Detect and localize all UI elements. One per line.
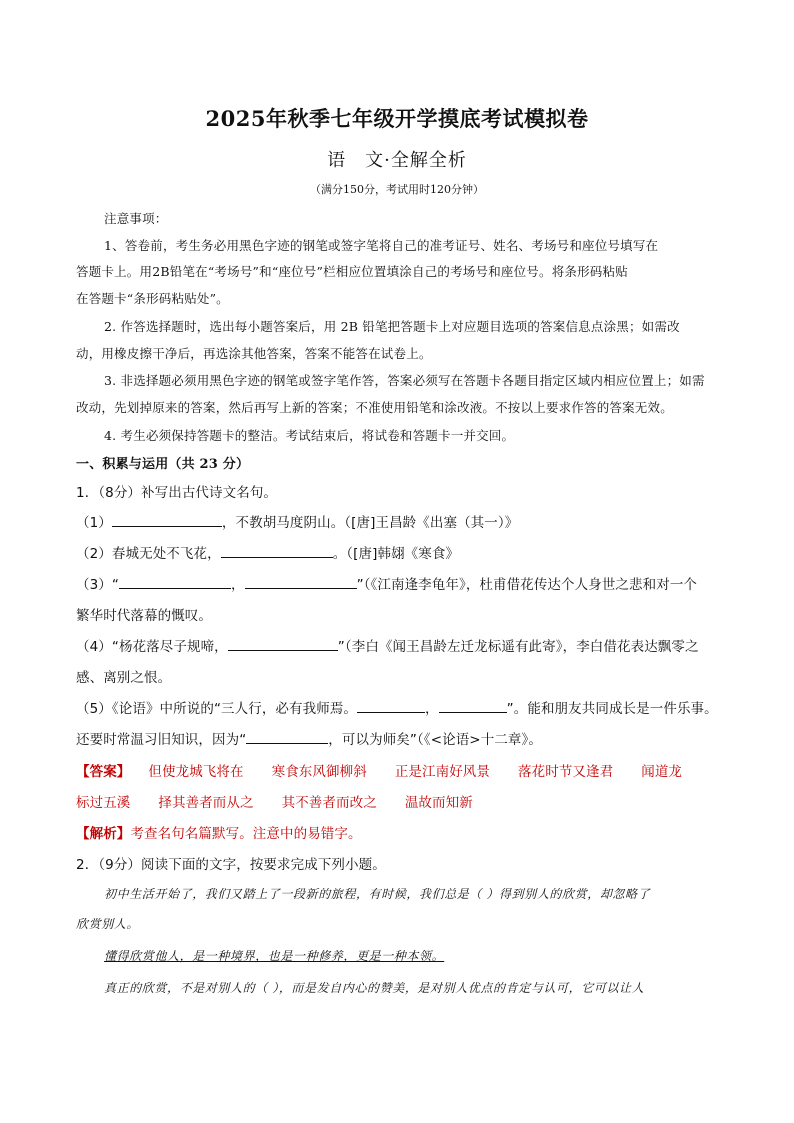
q2-para2: 懂得欣赏他人，是一种境界，也是一种修养，更是一种本领。 xyxy=(104,949,445,963)
q1-part5-rest: ”。能和朋友共同成长是一件乐事。 xyxy=(506,701,718,717)
q1-part5-comma: ， xyxy=(425,701,439,717)
q1-part3-open: （3）“ xyxy=(76,577,119,593)
q2-para1-line2: 欣赏别人。 xyxy=(76,917,140,931)
exam-subject: 语 文·全解全析 xyxy=(327,150,467,171)
q1-part4 xyxy=(76,635,699,655)
q1-analysis xyxy=(76,822,362,842)
analysis-label: 【解析】 xyxy=(76,826,131,842)
q1-part3-line2: 繁华时代落幕的慨叹。 xyxy=(76,608,212,624)
answer-item: 寒食东风御柳斜 xyxy=(271,764,367,780)
answer-item: 温故而知新 xyxy=(404,795,473,811)
q1-part4-line2: 感、离别之恨。 xyxy=(76,670,172,686)
q1-part2-text: （2）春城无处不飞花， xyxy=(76,546,221,562)
q2-stem: 2．（9分）阅读下面的文字，按要求完成下列小题。 xyxy=(76,857,386,873)
q1-part5-line2 xyxy=(76,728,542,748)
q1-answer-line2 xyxy=(76,791,473,811)
answer-blank[interactable] xyxy=(228,636,338,651)
answer-blank[interactable] xyxy=(221,543,333,558)
q1-part2-src: 。（[唐]韩翃《寒食》 xyxy=(332,546,460,562)
q1-part1-num: （1） xyxy=(76,515,112,531)
exam-title: 2025年秋季七年级开学摸底考试模拟卷 xyxy=(205,106,589,131)
q1-part5-line2b: ，可以为师矣”（《<论语>十二章》。 xyxy=(328,732,542,748)
notice-heading: 注意事项： xyxy=(104,211,168,226)
notice-item3-line2: 改动，先划掉原来的答案，然后再写上新的答案；不准使用铅笔和涂改液。不按以上要求作答的答案无效。 xyxy=(76,400,673,415)
answer-item: 标过五溪 xyxy=(76,795,131,811)
q1-part2 xyxy=(76,542,459,562)
q1-answer-line1 xyxy=(76,760,682,780)
q1-part3 xyxy=(76,573,697,593)
q1-stem: 1．（8分）补写出古代诗文名句。 xyxy=(76,485,278,501)
answer-item: 但使龙城飞将在 xyxy=(148,764,244,780)
notice-item1-line1: 1、答卷前，考生务必用黑色字迹的钢笔或签字笔将自己的准考证号、姓名、考场号和座位号填写在 xyxy=(104,238,659,253)
answer-item: 择其善者而从之 xyxy=(158,795,254,811)
answer-blank[interactable] xyxy=(245,574,357,589)
section-heading: 一、积累与运用（共 23 分） xyxy=(76,457,250,472)
notice-item1-line3: 在答题卡“条形码粘贴处”。 xyxy=(76,291,229,306)
answer-item: 正是江南好风景 xyxy=(394,764,491,780)
q1-part3-comma: ， xyxy=(230,577,245,593)
q1-part4-rest: ”（李白《闻王昌龄左迁龙标遥有此寄》，李白借花表达飘零之 xyxy=(337,639,699,655)
answer-item: 闻道龙 xyxy=(641,764,683,780)
answer-item: 其不善者而改之 xyxy=(281,795,377,811)
notice-item2-line2: 动，用橡皮擦干净后，再选涂其他答案，答案不能答在试卷上。 xyxy=(76,346,432,361)
notice-item2-line1: 2. 作答选择题时，选出每小题答案后，用 2B 铅笔把答题卡上对应题目选项的答案信息点涂黑；如需改 xyxy=(104,319,680,334)
q1-part5 xyxy=(76,697,718,717)
notice-item4-line1: 4. 考生必须保持答题卡的整洁。考试结束后，将试卷和答题卡一并交回。 xyxy=(104,428,515,443)
q2-para1-line1: 初中生活开始了，我们又踏上了一段新的旅程，有时候，我们总是（ ）得到别人的欣赏，却忽略了 xyxy=(104,887,651,901)
answer-label: 【答案】 xyxy=(76,764,131,780)
q1-part4-text: （4）“杨花落尽子规啼， xyxy=(76,639,228,655)
answer-blank[interactable] xyxy=(357,698,425,713)
q2-para3: 真正的欣赏，不是对别人的（ ），而是发自内心的赞美，是对别人优点的肯定与认可，它可以让人 xyxy=(104,981,645,995)
answer-item: 落花时节又逢君 xyxy=(518,764,614,780)
answer-blank[interactable] xyxy=(119,574,231,589)
q1-part5-line2a: 还要时常温习旧知识，因为“ xyxy=(76,732,247,748)
answer-blank[interactable] xyxy=(112,512,222,527)
q1-part5-text: （5）《论语》中所说的“三人行，必有我师焉。 xyxy=(76,701,358,717)
notice-item1-line2: 答题卡上。用2B铅笔在“考场号”和“座位号”栏相应位置填涂自己的考场号和座位号。将条形码粘贴 xyxy=(76,264,628,279)
q1-part1-text: ，不教胡马度阴山。（[唐]王昌龄《出塞（其一）》 xyxy=(221,515,519,531)
notice-item3-line1: 3. 非选择题必须用黑色字迹的钢笔或签字笔作答，答案必须写在答题卡各题目指定区域内相应位置上；如需 xyxy=(104,373,705,388)
exam-info: （满分150分，考试用时120分钟） xyxy=(310,183,484,196)
q1-part1 xyxy=(76,511,518,531)
q1-part3-rest: ”（《江南逢李龟年》，杜甫借花传达个人身世之悲和对一个 xyxy=(356,577,698,593)
answer-blank[interactable] xyxy=(439,698,507,713)
analysis-text: 考查名句名篇默写。注意中的易错字。 xyxy=(130,826,362,842)
answer-blank[interactable] xyxy=(246,729,328,744)
